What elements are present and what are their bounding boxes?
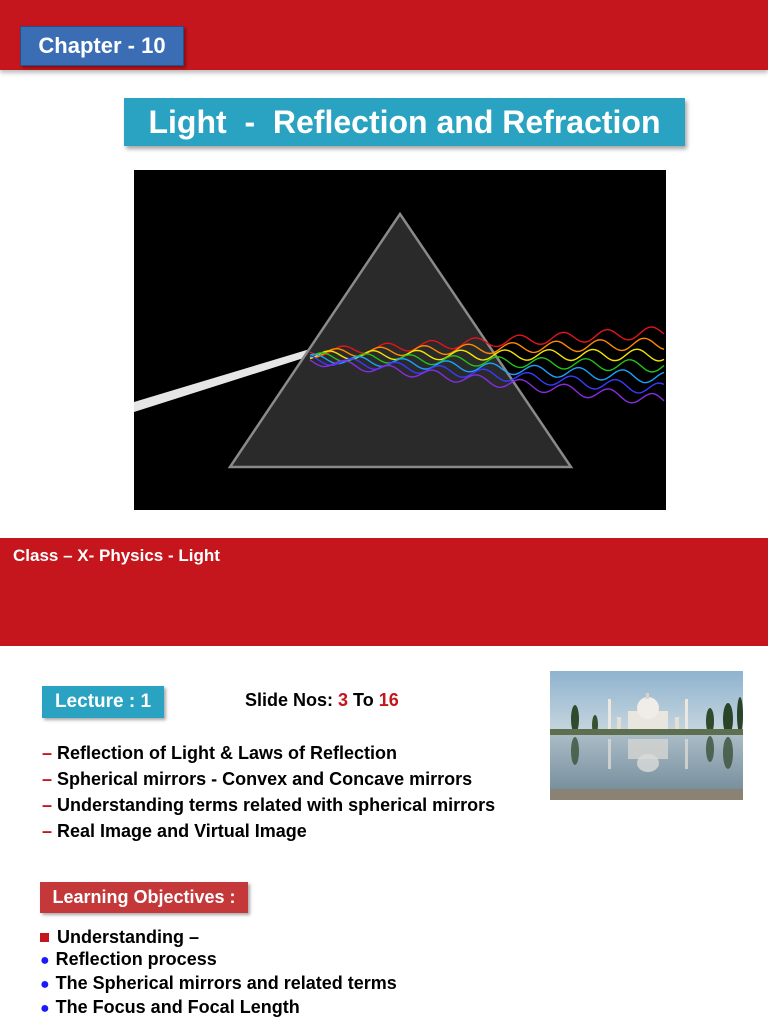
objective-text: The Spherical mirrors and related terms: [55, 973, 397, 993]
topic-text: Real Image and Virtual Image: [57, 821, 307, 841]
square-bullet-icon: [40, 933, 49, 942]
topic-text: Reflection of Light & Laws of Reflection: [57, 743, 398, 763]
chapter-label: Chapter - 10: [20, 26, 184, 66]
slide-mid: To: [348, 690, 379, 710]
list-item: [42, 742, 495, 768]
lecture-label: Lecture : 1: [42, 686, 164, 718]
list-item: [40, 996, 397, 1020]
taj-mahal-image: [550, 671, 743, 800]
objective-text: Reflection process: [55, 949, 217, 969]
round-bullet: ●: [40, 1000, 50, 1017]
dash-bullet: –: [42, 743, 53, 763]
topic-text: Spherical mirrors - Convex and Concave mirrors: [57, 769, 473, 789]
objective-text: Understanding –: [57, 927, 200, 947]
dash-bullet: –: [42, 821, 53, 841]
slide-numbers: [245, 690, 399, 711]
list-item: [40, 972, 397, 996]
slide-from: 3: [338, 690, 349, 710]
slide-prefix: Slide Nos:: [245, 690, 339, 710]
list-item: [40, 926, 397, 950]
round-bullet: ●: [40, 976, 50, 993]
monument-photo: [550, 671, 743, 800]
objective-text: The Focus and Focal Length: [55, 997, 300, 1017]
class-subject-text: Class – X- Physics - Light: [13, 546, 220, 565]
prism-illustration: [134, 170, 666, 510]
prism-image: [134, 170, 666, 510]
learning-objectives-label: Learning Objectives :: [40, 882, 248, 913]
list-item: [42, 768, 495, 794]
topic-text: Understanding terms related with spherical mirrors: [57, 795, 496, 815]
learning-objectives-list: [40, 926, 397, 1020]
list-item: [40, 948, 397, 972]
list-item: [42, 820, 495, 846]
slide-title: Light - Reflection and Refraction: [124, 98, 685, 146]
dash-bullet: –: [42, 795, 53, 815]
dash-bullet: –: [42, 769, 53, 789]
list-item: [42, 794, 495, 820]
round-bullet: ●: [40, 952, 50, 969]
slide-to: 16: [378, 690, 399, 710]
lecture-topics-list: [42, 742, 495, 846]
